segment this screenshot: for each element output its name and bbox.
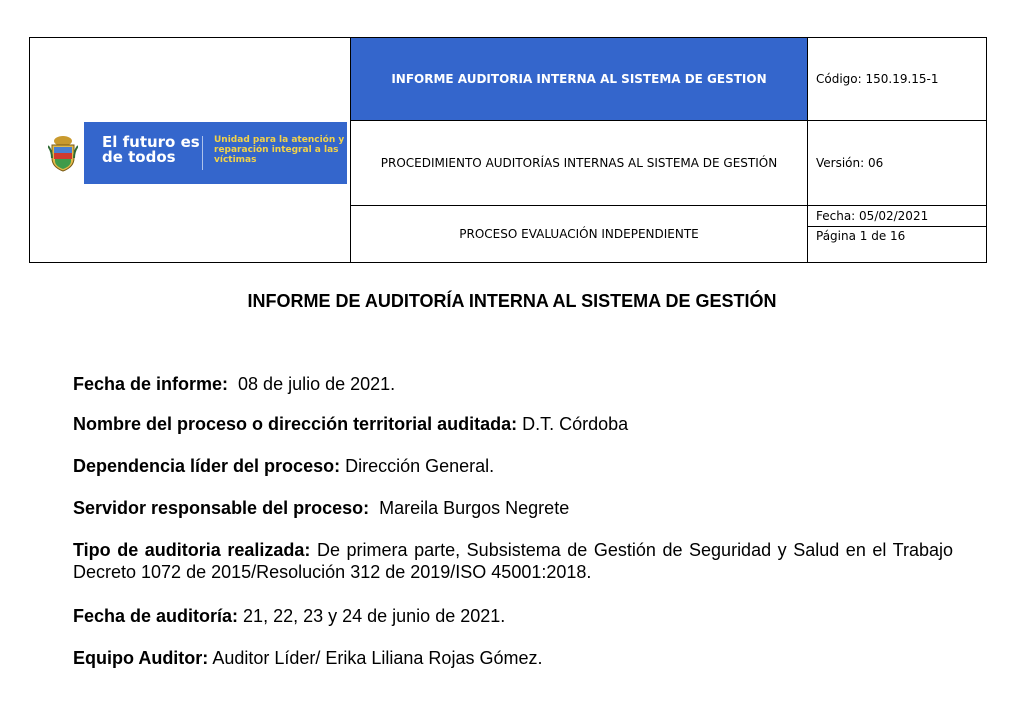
logo-sub-text: Unidad para la atención y reparación integral a las víctimas bbox=[214, 135, 345, 165]
report-title-cell: INFORME AUDITORIA INTERNA AL SISTEMA DE GESTION bbox=[351, 38, 808, 121]
field-lead-dependency bbox=[73, 455, 953, 477]
document-code: Código: 150.19.15-1 bbox=[808, 38, 986, 121]
field-value: Dirección General. bbox=[340, 456, 495, 476]
field-value: D.T. Córdoba bbox=[517, 414, 629, 434]
field-label: Tipo de auditoria realizada: bbox=[73, 540, 311, 560]
field-value: 21, 22, 23 y 24 de junio de 2021. bbox=[238, 606, 506, 626]
field-audit-date bbox=[73, 605, 953, 627]
document-header-table bbox=[29, 37, 987, 263]
logo-main-text: El futuro es de todos bbox=[102, 133, 200, 166]
process-name: PROCESO EVALUACIÓN INDEPENDIENTE bbox=[351, 206, 808, 262]
field-value: Auditor Líder/ Erika Liliana Rojas Gómez. bbox=[208, 648, 543, 668]
logo-cell bbox=[30, 38, 351, 262]
field-value: De primera parte, Subsistema de Gestión de Seguridad y Salud en el Trabajo Decreto 1072 de 2015/Resolución 312 de 2019/ISO 45001:2018. bbox=[73, 540, 953, 582]
coat-of-arms-icon bbox=[48, 134, 78, 172]
field-report-date bbox=[73, 373, 953, 395]
field-label: Fecha de auditoría: bbox=[73, 606, 239, 626]
field-label: Servidor responsable del proceso: bbox=[73, 498, 370, 518]
field-audit-team bbox=[73, 647, 953, 669]
procedure-name: PROCEDIMIENTO AUDITORÍAS INTERNAS AL SISTEMA DE GESTIÓN bbox=[351, 121, 808, 206]
field-value: Mareila Burgos Negrete bbox=[369, 498, 570, 518]
field-audited-process bbox=[73, 413, 953, 435]
document-version: Versión: 06 bbox=[808, 121, 986, 206]
field-value: 08 de julio de 2021. bbox=[228, 374, 396, 394]
field-label: Equipo Auditor: bbox=[73, 648, 209, 668]
field-label: Fecha de informe: bbox=[73, 374, 229, 394]
field-label: Dependencia líder del proceso: bbox=[73, 456, 341, 476]
field-label: Nombre del proceso o dirección territorial auditada: bbox=[73, 414, 518, 434]
institution-logo bbox=[37, 122, 347, 184]
document-date: Fecha: 05/02/2021 bbox=[808, 206, 986, 227]
field-responsible-servant bbox=[73, 497, 953, 519]
document-title: INFORME DE AUDITORÍA INTERNA AL SISTEMA DE GESTIÓN bbox=[247, 291, 777, 311]
page-number: Página 1 de 16 bbox=[816, 229, 906, 243]
field-audit-type bbox=[73, 539, 953, 583]
